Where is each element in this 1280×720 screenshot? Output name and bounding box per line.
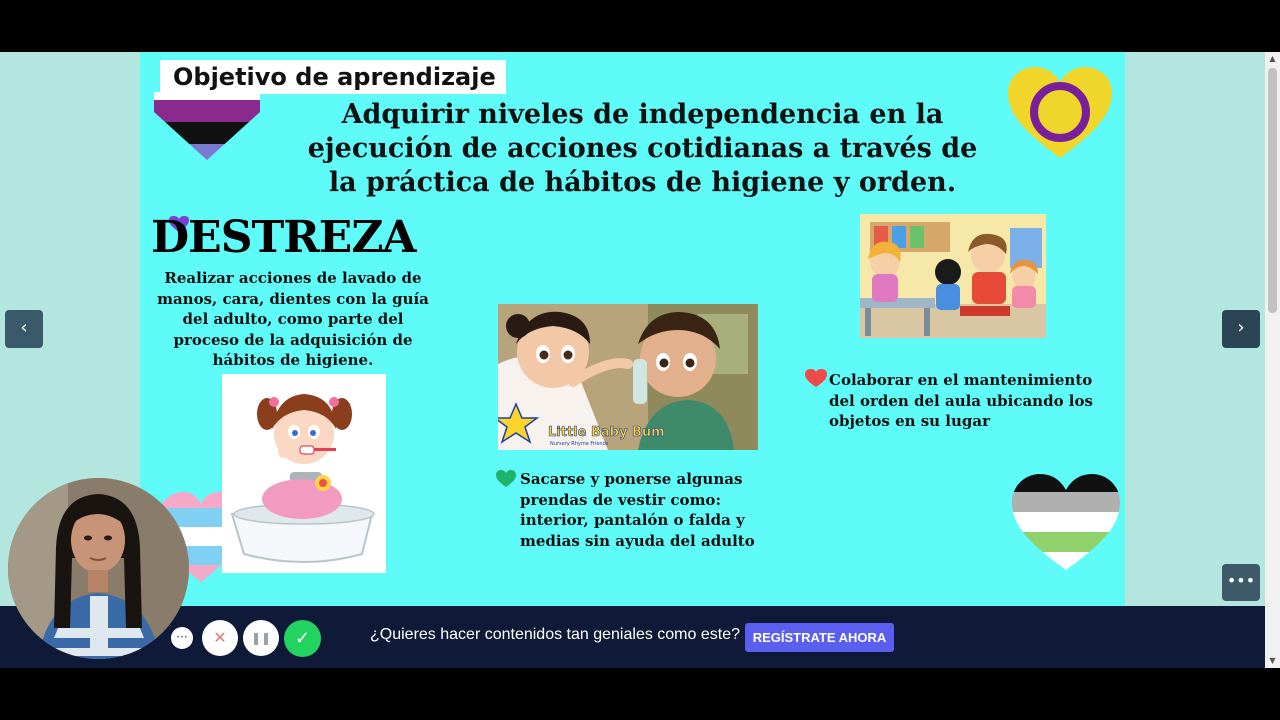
objective-label: Objetivo de aprendizaje [160,60,506,94]
scrollbar[interactable] [1265,52,1280,668]
intersex-flag-heart-icon [1006,65,1114,160]
recording-pause-button[interactable] [243,620,279,656]
classroom-children-image [860,214,1046,338]
recording-more-button[interactable] [171,627,193,649]
close-icon: ✕ [213,628,227,647]
promo-bar [0,606,1265,668]
chevron-right-icon: › [1237,317,1245,338]
promo-text: ¿Quieres hacer contenidos tan geniales como este? [370,626,740,643]
asexual-flag-heart-icon [154,92,260,160]
slide [140,52,1125,607]
red-heart-bullet-icon [804,368,828,388]
objective-text: Adquirir niveles de independencia en la ejecución de acciones cotidianas a través de la práctica de hábitos de higiene y orden. [307,99,978,198]
pause-icon: ❚❚ [250,631,272,645]
more-dots-icon: ··· [176,630,188,644]
register-now-button[interactable]: REGÍSTRATE AHORA [745,623,894,652]
scrollbar-thumb[interactable] [1268,68,1277,313]
scroll-up-icon[interactable]: ▲ [1269,54,1276,63]
ellipsis-icon: ••• [1226,571,1256,590]
destreza-description: Realizar acciones de lavado de manos, cara, dientes con la guía del adulto, como parte del proceso de la adquisición de hábitos de higiene. [157,269,429,369]
aromantic-flag-heart-icon [1010,472,1122,572]
video-logo-title: Little Baby Bum [548,425,665,440]
little-baby-bum-video-thumbnail[interactable] [498,304,758,450]
next-slide-button[interactable] [1222,310,1260,348]
clothes-skill-text: Sacarse y ponerse algunas prendas de vestir como: interior, pantalón o falda y medias sin ayuda del adulto [520,470,755,550]
girl-brushing-teeth-image [222,374,386,573]
chevron-left-icon: ‹ [20,317,28,338]
more-options-button[interactable] [1222,564,1260,601]
scroll-down-icon[interactable]: ▼ [1269,656,1276,665]
destreza-title: DESTREZA [151,212,416,263]
recording-confirm-button[interactable] [284,620,321,657]
presenter-webcam [8,478,189,659]
checkmark-icon: ✓ [294,628,311,649]
previous-slide-button[interactable] [5,310,43,348]
recording-cancel-button[interactable] [202,620,238,656]
classroom-order-skill-text: Colaborar en el mantenimiento del orden del aula ubicando los objetos en su lugar [829,371,1093,430]
video-logo-subtitle: Nursery Rhyme Friends [550,441,609,447]
green-heart-bullet-icon [495,469,517,488]
